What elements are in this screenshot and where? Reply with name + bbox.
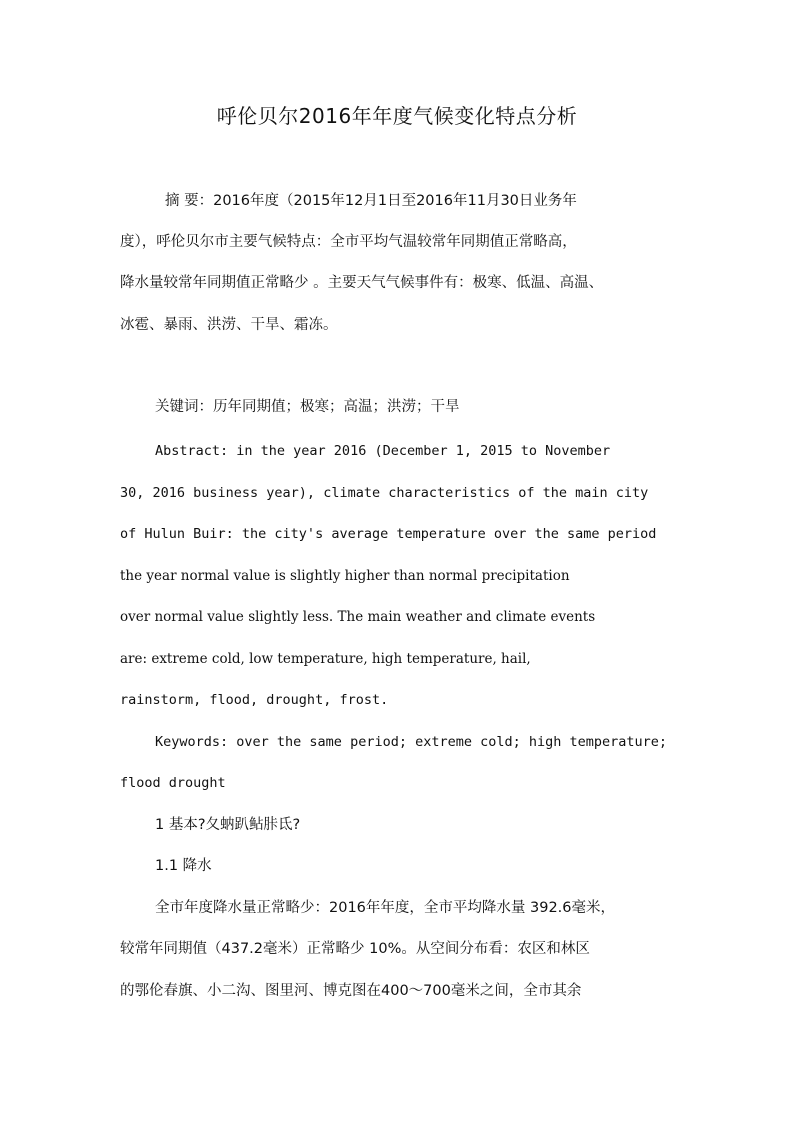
keywords-en-line-1: Keywords: over the same period; extreme cold; high temperature; [155, 734, 668, 750]
section-1-1-heading: 1.1 降水 [155, 858, 212, 874]
abstract-en-line-1: Abstract: in the year 2016 (December 1, 2015 to November [155, 443, 611, 459]
body-line-1: 全市年度降水量正常略少：2016年年度，全市平均降水量 392.6毫米， [155, 900, 616, 916]
abstract-cn-line-4: 冰雹、暴雨、洪涝、干旱、霜冻。 [120, 317, 338, 333]
keywords-en-line-2: flood drought [120, 775, 226, 791]
section-1-heading: 1 基本?夂蚋趴鲇胩氐? [155, 817, 301, 833]
abstract-en-line-6: are: extreme cold, low temperature, high temperature, hail, [120, 651, 531, 667]
abstract-en-line-3: of Hulun Buir: the city's average temperature over the same period [120, 526, 657, 542]
abstract-en-line-4: the year normal value is slightly higher than normal precipitation [120, 568, 570, 584]
body-line-3: 的鄂伦春旗、小二沟、图里河、博克图在400～700毫米之间，全市其余 [120, 983, 582, 999]
abstract-en-line-5: over normal value slightly less. The main weather and climate events [120, 609, 596, 625]
document-title: 呼伦贝尔2016年年度气候变化特点分析 [216, 104, 578, 128]
abstract-cn-line-2: 度），呼伦贝尔市主要气候特点：全市平均气温较常年同期值正常略高， [120, 234, 577, 250]
abstract-cn-line-1: 摘 要：2016年度（2015年12月1日至2016年11月30日业务年 [165, 193, 577, 209]
abstract-en-line-2: 30, 2016 business year), climate characteristics of the main city [120, 485, 649, 501]
abstract-en-line-7: rainstorm, flood, drought, frost. [120, 692, 389, 708]
abstract-cn-line-3: 降水量较常年同期值正常略少 。主要天气气候事件有：极寒、低温、高温、 [120, 275, 604, 291]
keywords-cn: 关键词：历年同期值；极寒；高温；洪涝；干旱 [155, 399, 460, 415]
body-line-2: 较常年同期值（437.2毫米）正常略少 10%。从空间分布看：农区和林区 [120, 941, 590, 957]
